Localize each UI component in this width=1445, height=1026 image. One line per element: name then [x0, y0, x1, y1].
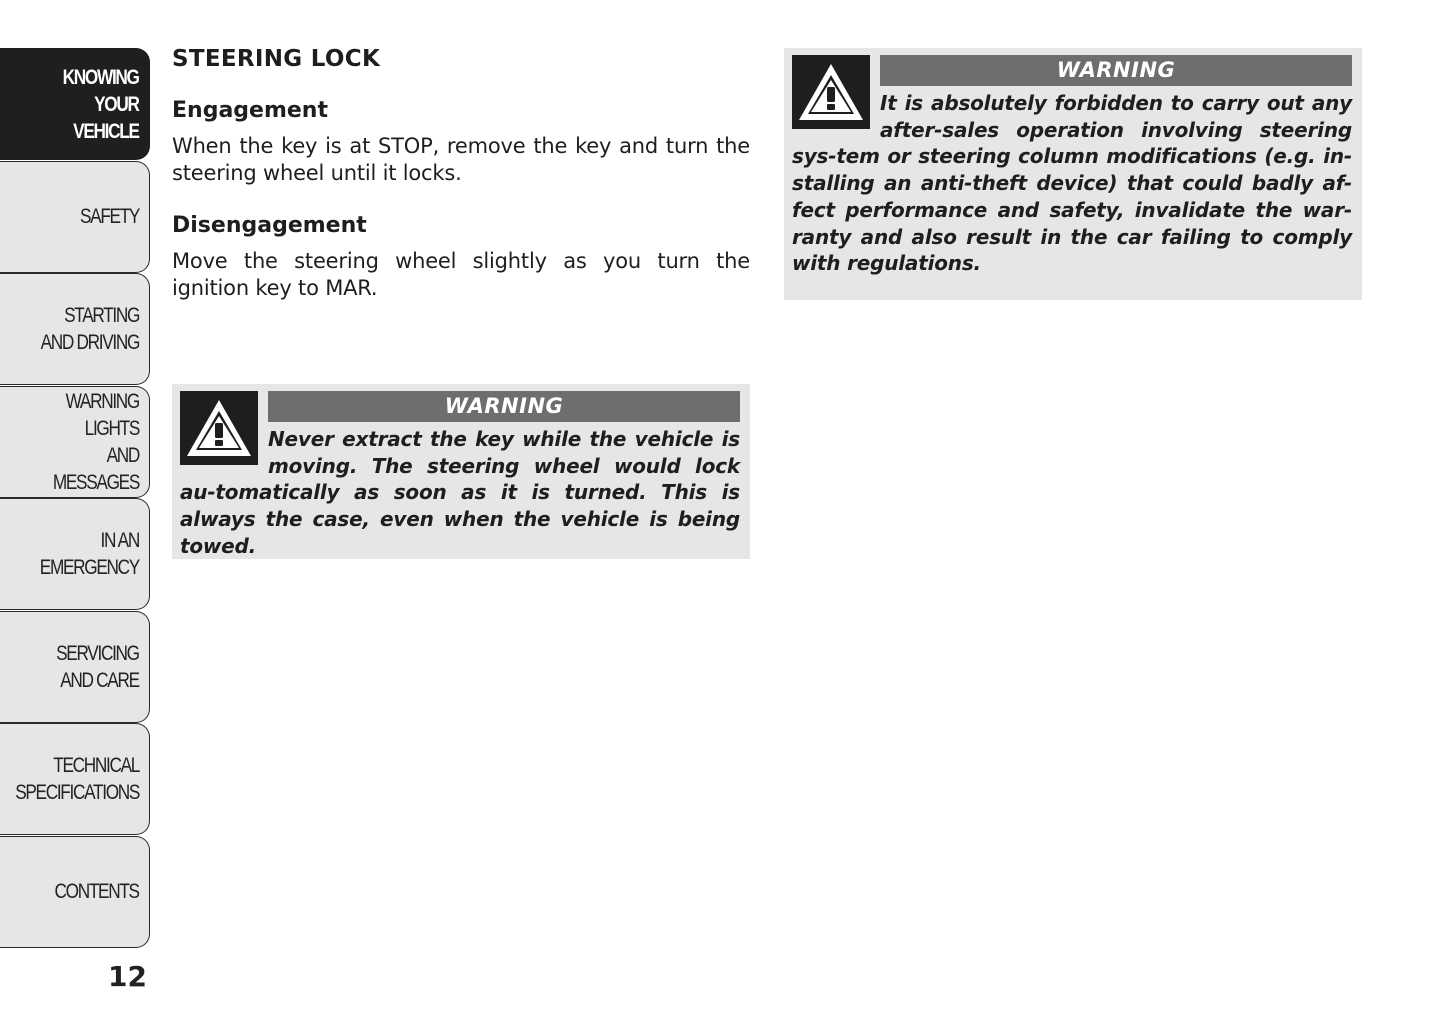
- tab-starting-and-driving[interactable]: [0, 273, 150, 385]
- warning-triangle-icon: [180, 391, 258, 465]
- tab-safety[interactable]: [0, 161, 150, 273]
- warning-text: Never extract the key while the vehicle is moving. The steering wheel would lock au-tomatically as soon as it is turned. This is always the case, even when the vehicle is being towed.: [180, 427, 740, 558]
- page-number: 12: [108, 960, 147, 993]
- engagement-heading: Engagement: [172, 98, 328, 123]
- tab-label: TECHNICAL SPECIFICATIONS: [15, 754, 139, 804]
- tab-knowing-your-vehicle[interactable]: [0, 48, 150, 160]
- tab-label: WARNING LIGHTS AND MESSAGES: [52, 389, 140, 494]
- tab-technical-specifications[interactable]: [0, 723, 150, 835]
- tab-in-an-emergency[interactable]: [0, 498, 150, 610]
- tab-servicing-and-care[interactable]: [0, 611, 150, 723]
- warning-box-modifications: [784, 48, 1362, 300]
- warning-heading: WARNING: [880, 55, 1352, 86]
- tab-label: STARTING AND DRIVING: [40, 304, 139, 354]
- tab-warning-lights[interactable]: [0, 386, 150, 498]
- tab-label: CONTENTS: [54, 880, 139, 903]
- disengagement-heading: Disengagement: [172, 213, 367, 238]
- warning-box-key: [172, 384, 750, 559]
- disengagement-text: Move the steering wheel slightly as you turn the ignition key to MAR.: [172, 249, 750, 300]
- tab-label: SERVICING AND CARE: [56, 641, 139, 692]
- tab-label: KNOWING YOUR VEHICLE: [63, 65, 139, 143]
- tab-contents[interactable]: [0, 836, 150, 948]
- tab-label: SAFETY: [79, 205, 139, 228]
- warning-triangle-icon: [792, 55, 870, 129]
- tab-label: IN AN EMERGENCY: [39, 529, 139, 579]
- warning-text: It is absolutely forbidden to carry out any after-sales operation involving steering sys-tem or steering column modifications (e.g. in-stalling an anti-theft device) that could badly af-fect performance and safety, invalidate the war-ranty and also result in the car failing to comply with regulations.: [792, 91, 1352, 276]
- warning-heading: WARNING: [268, 391, 740, 422]
- main-column: [172, 46, 750, 302]
- section-title: STEERING LOCK: [172, 46, 381, 72]
- engagement-text: When the key is at STOP, remove the key and turn the steering wheel until it locks.: [172, 134, 750, 185]
